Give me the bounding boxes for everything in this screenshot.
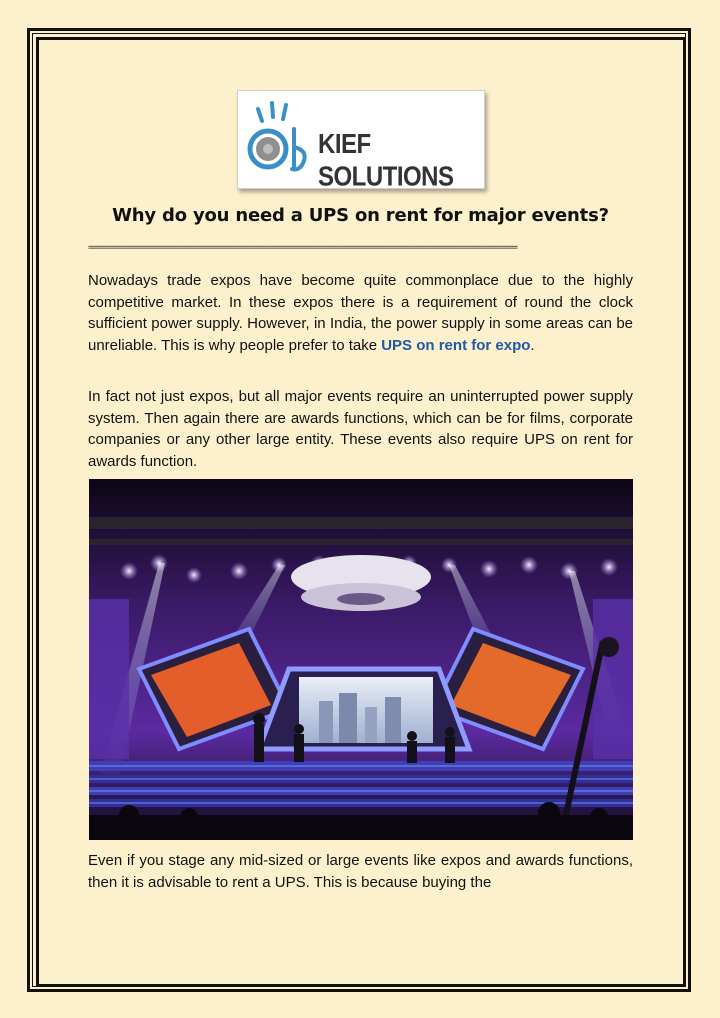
paragraph-2: In fact not just expos, but all major events require an uninterrupted power supply system. Then again there are awards functions, which can be for films, corporate companies or any other large entity. These events also require UPS on rent for awards function. bbox=[88, 388, 633, 470]
logo-brand-text: KIEF SOLUTIONS bbox=[318, 129, 454, 193]
paragraph-1 bbox=[88, 270, 633, 356]
paragraph-3: Even if you stage any mid-sized or large events like expos and awards functions, then it is advisable to rent a UPS. This is because buying the bbox=[88, 852, 633, 891]
company-logo bbox=[237, 90, 485, 193]
paragraph-1-end: . bbox=[530, 336, 535, 354]
concert-stage-photo bbox=[89, 479, 633, 840]
stage-illustration bbox=[89, 479, 633, 840]
title-divider: ================================================================================================ bbox=[88, 243, 517, 253]
ups-rent-expo-link[interactable]: UPS on rent for expo bbox=[381, 336, 531, 354]
paragraph-1-text: Nowadays trade expos have become quite commonplace due to the highly competitive market. In these expos there is a requirement of round the clock sufficient power supply. However, in India, the power supply in some areas can be unreliable. This is why people prefer to take bbox=[88, 272, 633, 354]
logo-mark-icon bbox=[244, 95, 316, 183]
article-title: Why do you need a UPS on rent for major events? bbox=[112, 205, 609, 226]
